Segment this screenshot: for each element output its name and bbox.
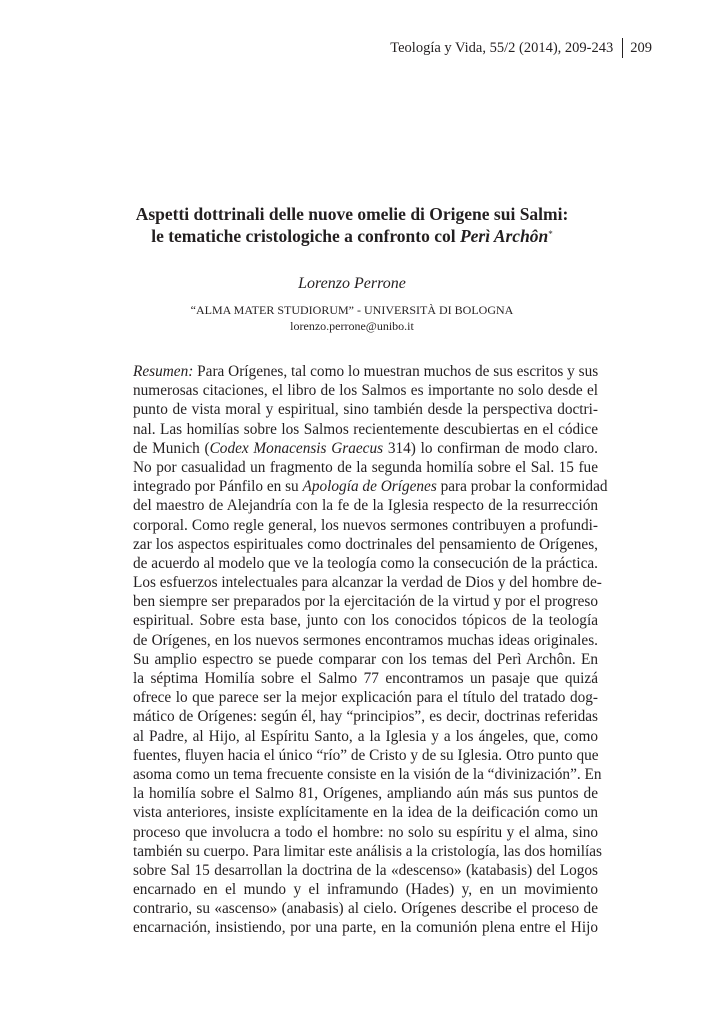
abstract-line: mático de Orígenes: según él, hay “principios”, es decir, doctrinas referidas [133,708,598,726]
abstract-line: del maestro de Alejandría con la fe de la Iglesia respecto de la resurrección [133,497,598,515]
apologia-title: Apología de Orígenes [302,478,437,496]
abstract-line: asoma como un tema frecuente consiste en la visión de la “divinización”. En [133,765,602,783]
abstract-line: nal. Las homilías sobre los Salmos recientemente descubiertas en el códice [133,420,598,438]
abstract-line: fuentes, fluyen hacia el único “río” de Cristo y de su Iglesia. Otro punto que [133,746,599,764]
abstract-line: integrado por Pánfilo en su Apología de Orígenes para probar la conformidad [133,478,608,496]
abstract-line: de acuerdo al modelo que ve la teología como la consecución de la práctica. [133,554,598,572]
abstract-line: punto de vista moral y espiritual, sino también desde la perspectiva doctri- [133,401,598,419]
abstract-line: la séptima Homilía sobre el Salmo 77 encontramos un pasaje que quizá [133,670,598,687]
abstract-line: encarnado en el mundo y el inframundo (Hades) y, en un movimiento [133,881,598,899]
abstract-line: espiritual. Sobre esta base, junto con los conocidos tópicos de la teología [133,612,598,630]
abstract-line: corporal. Como regle general, los nuevos sermones contribuyen a profundi- [133,516,598,534]
running-header [390,38,652,58]
abstract-line: contrario, su «ascenso» (anabasis) al cielo. Orígenes describe el proceso de [133,900,598,918]
title-line-2-prefix: le tematiche cristologiche a confronto col [151,226,460,246]
author-affiliation-block [0,302,704,334]
abstract-label: Resumen: [133,363,194,380]
codex-title: Codex Monacensis Graecus [209,439,384,457]
author-name: Lorenzo Perrone [298,275,406,292]
abstract-line: la homilía sobre el Salmo 81, Orígenes, ampliando aún más sus puntos de [133,785,598,803]
abstract-line: también su cuerpo. Para limitar este análisis a la cristología, las dos homilías [133,842,602,860]
abstract-line: proceso que involucra a todo el hombre: no solo su espíritu y el alma, sino [133,823,598,841]
title-line-1: Aspetti dottrinali delle nuove omelie di Origene sui Salmi: [135,204,569,224]
abstract-line: Los esfuerzos intelectuales para alcanzar la verdad de Dios y del hombre de- [133,574,602,592]
page-number: 209 [630,39,652,56]
affiliation: “ALMA MATER STUDIORUM” - UNIVERSITÀ DI BOLOGNA [190,303,514,317]
article-title [60,203,644,247]
abstract-line: sobre Sal 15 desarrollan la doctrina de la «descenso» (katabasis) del Logos [133,861,598,879]
abstract-line: ofrece lo que parece ser la mejor explicación para el título del tratado dog- [133,689,598,707]
title-footnote-mark: * [548,229,553,239]
abstract-line: Su amplio espectro se puede comparar con los temas del Perì Archôn. En [133,650,598,668]
title-line-2 [60,225,644,247]
abstract-line: encarnación, insistiendo, por una parte, en la comunión plena entre el Hijo [133,919,598,937]
abstract-line: vista anteriores, insiste explícitamente en la idea de la deificación como un [133,804,598,822]
title-work-name: Perì Archôn [459,226,549,246]
abstract-line: zar los aspectos espirituales como doctrinales del pensamiento de Orígenes, [133,535,598,553]
header-divider [622,38,623,58]
abstract-line: al Padre, al Hijo, al Espíritu Santo, a la Iglesia y a los ángeles, que, como [133,727,598,745]
abstract-line: ben siempre ser preparados por la ejercitación de la virtud y por el progreso [133,593,598,611]
abstract-line: de Munich (Codex Monacensis Graecus 314) lo confirman de modo claro. [133,439,598,457]
abstract-line: numerosas citaciones, el libro de los Salmos es importante no solo desde el [133,382,598,400]
journal-citation: Teología y Vida, 55/2 (2014), 209-243 [390,39,614,56]
abstract-line: de Orígenes, en los nuevos sermones encontramos muchas ideas originales. [133,631,598,649]
abstract-line: Resumen: Para Orígenes, tal como lo muestran muchos de sus escritos y sus [133,363,599,380]
author-email: lorenzo.perrone@unibo.it [290,319,414,333]
abstract-line: No por casualidad un fragmento de la segunda homilía sobre el Sal. 15 fue [133,458,598,476]
abstract [133,362,608,938]
